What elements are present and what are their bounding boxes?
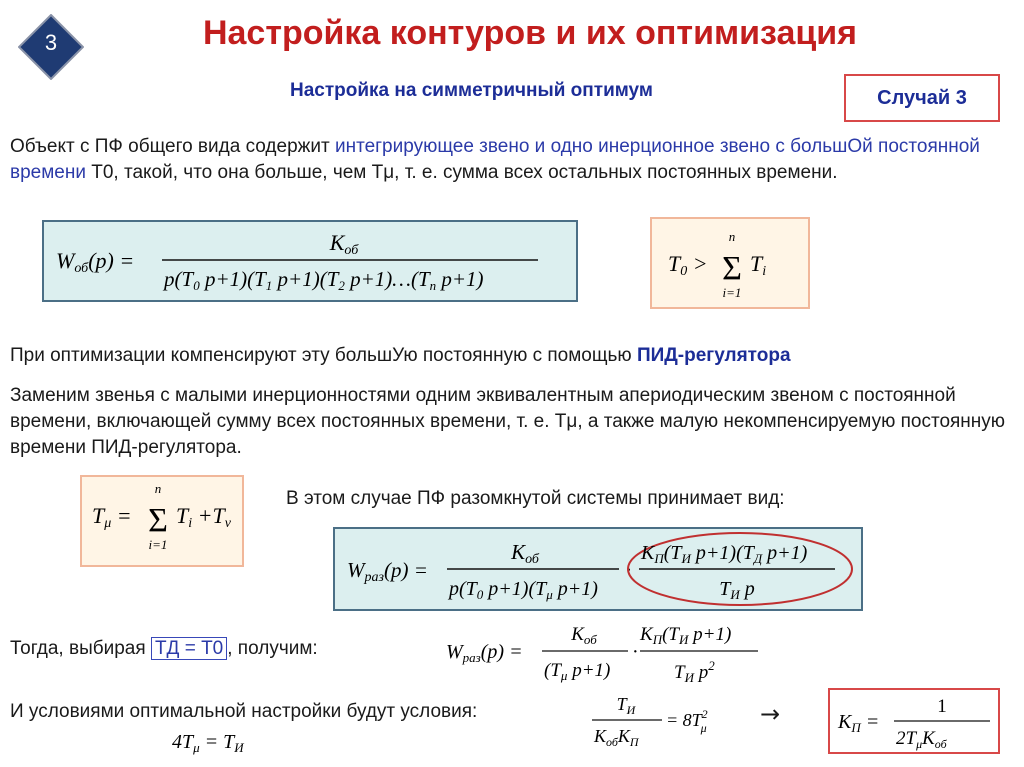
svg-text:i=1: i=1 (148, 537, 168, 552)
svg-text:n: n (154, 481, 162, 496)
formula-box-open-loop (333, 527, 863, 611)
svg-text:KП =: $K_П$ = (838, 711, 880, 735)
svg-text:Σ: Σ (148, 502, 168, 539)
p5-end: , получим: (227, 638, 318, 659)
formula-box-object (42, 220, 578, 302)
formula-ti-equals (170, 724, 290, 760)
formula-tmu (82, 477, 242, 565)
svg-text:·: · (625, 557, 633, 582)
svg-text:Kоб: $K_{об}$ (571, 624, 597, 647)
paragraph-object (10, 134, 1005, 186)
td-equals-t0: TД = T0 (151, 637, 227, 660)
svg-text:= 8T2μ: = $8T^2$ μ (666, 707, 708, 735)
formula-ti-condition (590, 688, 740, 752)
svg-text:TИ: $T_И$ (616, 694, 636, 717)
svg-text:p(T0 p+1)(T1 p+1)(T2 p+1)…(Tn: p(T0 p+1)(T1 p+1)(T2 p+1)…(Tn p+1) (164, 267, 484, 293)
svg-text:Σ: Σ (722, 250, 742, 287)
svg-text:1: 1 (937, 696, 947, 717)
svg-text:Tμ =: Tμ = (92, 503, 132, 531)
formula-box-kp (828, 688, 1000, 754)
paragraph-compensation (10, 343, 1005, 369)
paragraph-replacement: Заменим звенья с малыми инерционностями одним эквивалентным апериодическим звеном с постоянной времени, включающей сумму всех постоянных времени, т. е. Tμ, а также малую некомпенсируемую постоянную времени ПИД-регулятора. (10, 385, 1006, 458)
paragraph-choose-td (10, 636, 430, 662)
svg-text:Kоб: Kоб (511, 540, 539, 567)
slide-subtitle: Настройка на симметричный оптимум (290, 80, 653, 101)
formula-object-tf (44, 222, 576, 300)
implies-arrow: → (760, 700, 781, 728)
svg-text:(Tμ p+1): ($T_\mu$ p+1) (544, 660, 611, 683)
svg-text:T0 >: T0 > (668, 251, 708, 279)
svg-text:Ti: Ti (750, 251, 767, 279)
svg-text:4Tμ = TИ: $4T_\mu = T_И$ (172, 731, 244, 755)
paragraph-optimal-conditions: И условиями оптимальной настройки будут условия: (10, 701, 478, 722)
svg-text:Wоб(p) =: Wоб(p) = (56, 248, 135, 276)
case-label: Случай 3 (877, 87, 967, 109)
svg-text:p(T0 p+1)(Tμ p+1): $p(T_0$ $p+1)(T_\mu$ p+1) (449, 578, 598, 602)
svg-text:KП(TИ p+1): $K_П(T_И$ p+1) (640, 624, 732, 647)
slide-title: Настройка контуров и их оптимизация (202, 14, 858, 52)
formula-kp (830, 690, 998, 752)
svg-text:·: · (632, 641, 639, 663)
svg-text:TИ p2: $T_И$ $p^2$ (674, 658, 715, 685)
p2-start: При оптимизации компенсируют эту большУю постоянную с помощью (10, 345, 637, 366)
svg-text:Wраз(p) =: $W_{раз}(p)$ = (446, 641, 523, 665)
svg-text:KП(TИ p+1)(TД p+1): $K_П(T_И$ $p+1)(T_Д$ p+1) (641, 542, 808, 566)
paragraph-open-loop: В этом случае ПФ разомкнутой системы принимает вид: (286, 488, 785, 509)
svg-text:Ti +Tν: Ti +Tν (176, 503, 231, 531)
svg-text:i=1: i=1 (722, 285, 742, 300)
formula-box-t0-condition (650, 217, 810, 309)
svg-text:Wраз(p) =: Wраз(p) = (347, 558, 428, 585)
formula-open-loop (335, 529, 861, 609)
p1-highlight: интегрирующее звено и одно инерционное звено с большОй постоянной времени (10, 136, 980, 183)
p1-end: T0, такой, что она больше, чем Tμ, т. е. сумма всех остальных постоянных времени. (85, 162, 838, 183)
formula-open-loop-simplified (442, 618, 772, 690)
svg-text:2TμKоб: $2T_\mu K_{об}$ (896, 728, 947, 751)
svg-text:Kоб: Kоб (329, 230, 359, 258)
slide-number: 3 (44, 30, 58, 55)
formula-t0-condition (652, 219, 808, 307)
svg-text:KобKП: $K_{об}K_П$ (594, 726, 639, 749)
p5-start: Тогда, выбирая (10, 638, 151, 659)
svg-text:n: n (728, 229, 736, 244)
p1-start: Объект с ПФ общего вида содержит (10, 136, 335, 157)
svg-text:TИ p: $T_И$ p (719, 578, 755, 602)
formula-box-tmu (80, 475, 244, 567)
pid-regulator-label: ПИД-регулятора (636, 345, 791, 366)
